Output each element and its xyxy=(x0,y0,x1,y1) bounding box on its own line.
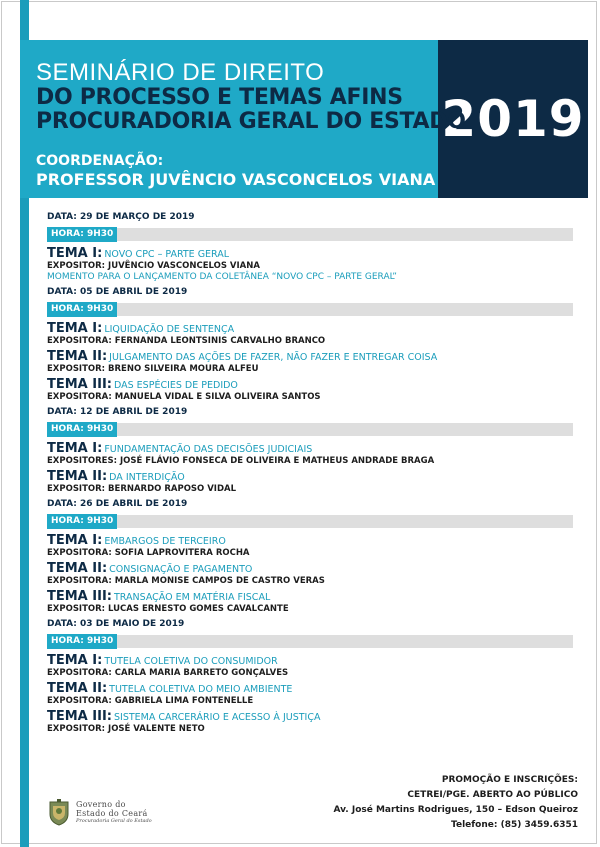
time-badge: HORA: 9H30 xyxy=(47,422,117,437)
topic-label: TEMA II: xyxy=(47,561,108,576)
topic-title: DAS ESPÉCIES DE PEDIDO xyxy=(113,380,238,391)
contact-line-1: PROMOÇÃO E INSCRIÇÕES: xyxy=(441,775,578,785)
speaker: EXPOSITORA: MANUELA VIDAL E SILVA OLIVEIRA SANTOS xyxy=(47,392,321,402)
topic-heading xyxy=(47,440,575,455)
topic-heading xyxy=(47,680,575,695)
coordination-label: COORDENAÇÃO: xyxy=(36,153,164,169)
title-line-2: DO PROCESSO E TEMAS AFINS xyxy=(36,85,403,110)
topic-label: TEMA I: xyxy=(47,653,103,668)
time-badge: HORA: 9H30 xyxy=(47,302,117,317)
time-badge: HORA: 9H30 xyxy=(47,634,117,649)
speaker: EXPOSITORES: JOSÉ FLÁVIO FONSECA DE OLIVEIRA E MATHEUS ANDRADE BRAGA xyxy=(47,456,435,466)
topic xyxy=(47,245,575,272)
logo-line-2: Estado do Ceará xyxy=(76,808,148,818)
session-date: DATA: 03 DE MAIO DE 2019 xyxy=(47,619,185,629)
topic-title: EMBARGOS DE TERCEIRO xyxy=(104,536,226,547)
topic-label: TEMA III: xyxy=(47,589,112,604)
topic-label: TEMA I: xyxy=(47,321,103,336)
time-bar xyxy=(47,515,573,528)
state-crest-icon xyxy=(48,798,70,826)
government-logo xyxy=(48,798,152,826)
speaker: EXPOSITOR: BRENO SILVEIRA MOURA ALFEU xyxy=(47,364,259,374)
time-badge: HORA: 9H30 xyxy=(47,227,117,242)
contact-line-2: CETREI/PGE. ABERTO AO PÚBLICO xyxy=(407,790,578,800)
session-note: MOMENTO PARA O LANÇAMENTO DA COLETÂNEA “NOVO CPC – PARTE GERAL” xyxy=(47,272,397,282)
speaker: EXPOSITOR: LUCAS ERNESTO GOMES CAVALCANTE xyxy=(47,604,289,614)
schedule xyxy=(47,208,575,735)
contact-info xyxy=(334,773,578,833)
contact-line-4: Telefone: (85) 3459.6351 xyxy=(451,820,578,830)
speaker: EXPOSITORA: MARLA MONISE CAMPOS DE CASTRO VERAS xyxy=(47,576,325,586)
year-text: 2019 xyxy=(441,90,585,148)
time-row xyxy=(47,634,575,649)
logo-text xyxy=(76,800,152,825)
topic-label: TEMA II: xyxy=(47,349,108,364)
topic-title: LIQUIDAÇÃO DE SENTENÇA xyxy=(104,324,235,335)
topic xyxy=(47,588,575,615)
session-date: DATA: 12 DE ABRIL DE 2019 xyxy=(47,407,188,417)
topic-heading xyxy=(47,588,575,603)
speaker: EXPOSITOR: JUVÊNCIO VASCONCELOS VIANA xyxy=(47,261,260,271)
topic xyxy=(47,652,575,679)
logo-line-1: Governo do xyxy=(76,799,126,809)
topic-title: CONSIGNAÇÃO E PAGAMENTO xyxy=(109,564,253,575)
topic-title: TUTELA COLETIVA DO MEIO AMBIENTE xyxy=(109,684,293,695)
speaker: EXPOSITORA: CARLA MARIA BARRETO GONÇALVES xyxy=(47,668,289,678)
speaker: EXPOSITORA: FERNANDA LEONTSINIS CARVALHO BRANCO xyxy=(47,336,326,346)
topic-title: TUTELA COLETIVA DO CONSUMIDOR xyxy=(104,656,278,667)
seminar-title xyxy=(36,60,466,134)
topic-label: TEMA III: xyxy=(47,377,112,392)
session-block xyxy=(47,210,575,283)
title-line-3: PROCURADORIA GERAL DO ESTADO xyxy=(36,109,466,134)
topic-heading xyxy=(47,320,575,335)
topic xyxy=(47,708,575,735)
speaker: EXPOSITOR: JOSÉ VALENTE NETO xyxy=(47,724,205,734)
topic-heading xyxy=(47,532,575,547)
time-badge: HORA: 9H30 xyxy=(47,514,117,529)
topic-heading xyxy=(47,708,575,723)
topic-label: TEMA I: xyxy=(47,441,103,456)
time-row xyxy=(47,422,575,437)
topic xyxy=(47,376,575,403)
time-bar xyxy=(47,423,573,436)
time-row xyxy=(47,514,575,529)
topic xyxy=(47,320,575,347)
topic xyxy=(47,680,575,707)
time-bar xyxy=(47,635,573,648)
topic-title: NOVO CPC – PARTE GERAL xyxy=(104,249,230,260)
topic-label: TEMA III: xyxy=(47,709,112,724)
coordinator-name: PROFESSOR JUVÊNCIO VASCONCELOS VIANA xyxy=(36,170,436,189)
session-block xyxy=(47,405,575,495)
topic xyxy=(47,560,575,587)
topic-label: TEMA I: xyxy=(47,246,103,261)
time-bar xyxy=(47,228,573,241)
speaker: EXPOSITORA: SOFIA LAPROVITERA ROCHA xyxy=(47,548,250,558)
topic-heading xyxy=(47,376,575,391)
contact-line-3: Av. José Martins Rodrigues, 150 – Edson Queiroz xyxy=(333,805,578,815)
session-date: DATA: 26 DE ABRIL DE 2019 xyxy=(47,499,188,509)
topic-heading xyxy=(47,468,575,483)
session-block xyxy=(47,285,575,403)
topic-label: TEMA II: xyxy=(47,469,108,484)
session-block xyxy=(47,617,575,735)
topic xyxy=(47,532,575,559)
speaker: EXPOSITORA: GABRIELA LIMA FONTENELLE xyxy=(47,696,254,706)
topic-title: DA INTERDIÇÃO xyxy=(109,472,185,483)
time-row xyxy=(47,227,575,242)
topic-title: JULGAMENTO DAS AÇÕES DE FAZER, NÃO FAZER E ENTREGAR COISA xyxy=(109,352,438,363)
topic xyxy=(47,348,575,375)
session-block xyxy=(47,497,575,615)
topic-title: SISTEMA CARCERÁRIO E ACESSO À JUSTIÇA xyxy=(113,712,321,723)
logo-line-3: Procuradoria Geral do Estado xyxy=(76,817,152,824)
time-row xyxy=(47,302,575,317)
topic-heading xyxy=(47,348,575,363)
topic-label: TEMA I: xyxy=(47,533,103,548)
topic-heading xyxy=(47,245,575,260)
title-line-1: SEMINÁRIO DE DIREITO xyxy=(36,59,325,86)
speaker: EXPOSITOR: BERNARDO RAPOSO VIDAL xyxy=(47,484,237,494)
topic xyxy=(47,468,575,495)
topic-title: TRANSAÇÃO EM MATÉRIA FISCAL xyxy=(113,592,271,603)
topic-title: FUNDAMENTAÇÃO DAS DECISÕES JUDICIAIS xyxy=(104,444,313,455)
topic xyxy=(47,440,575,467)
session-date: DATA: 29 DE MARÇO DE 2019 xyxy=(47,212,195,222)
topic-label: TEMA II: xyxy=(47,681,108,696)
time-bar xyxy=(47,303,573,316)
session-date: DATA: 05 DE ABRIL DE 2019 xyxy=(47,287,188,297)
topic-heading xyxy=(47,560,575,575)
topic-heading xyxy=(47,652,575,667)
